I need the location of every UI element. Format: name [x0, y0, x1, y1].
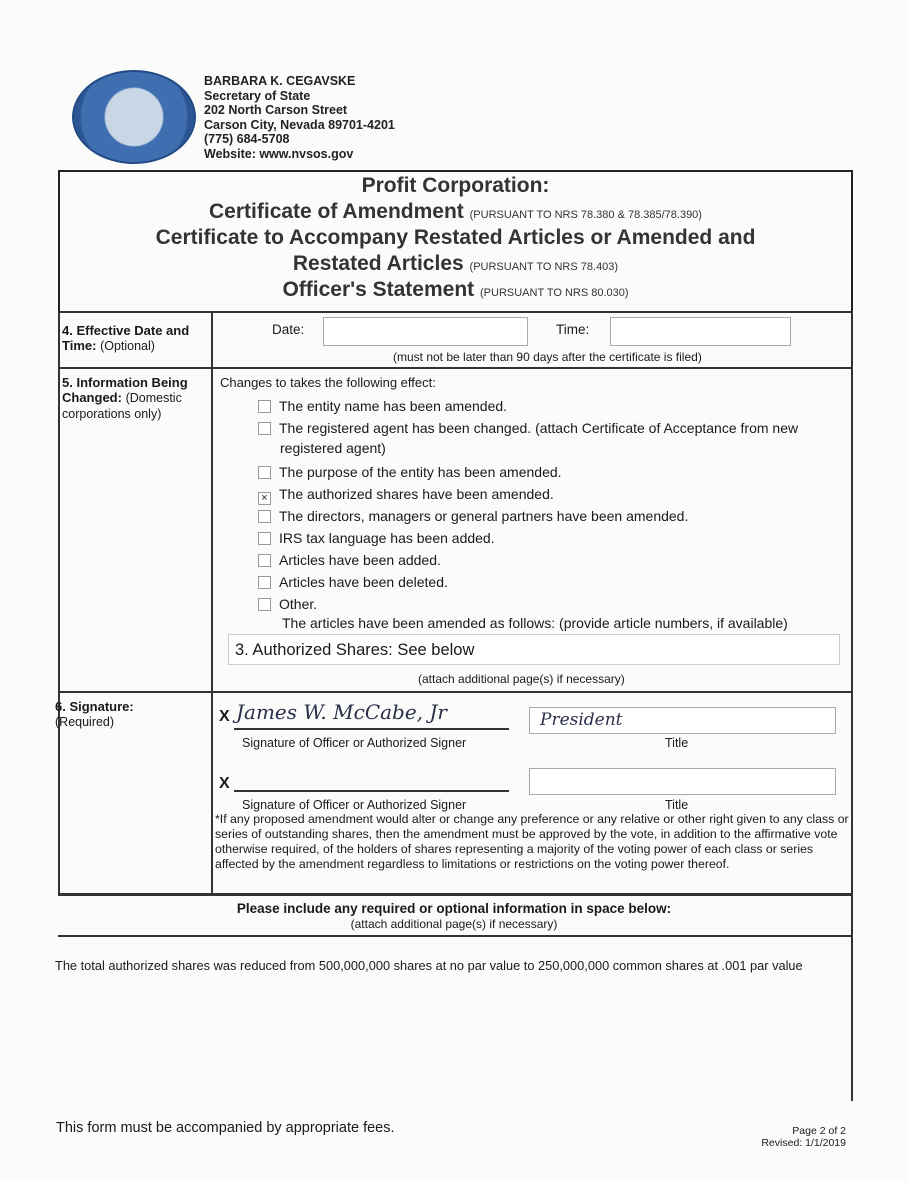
title-restated: Certificate to Accompany Restated Articles or Amended and — [155, 226, 756, 249]
option-label: Articles have been deleted. — [279, 574, 448, 590]
page-number: Page 2 of 2 — [792, 1125, 846, 1137]
checkbox[interactable]: × — [258, 492, 271, 505]
page-info — [761, 1125, 846, 1149]
checkbox[interactable] — [258, 466, 271, 479]
extra-heading: Please include any required or optional information in space below: — [236, 901, 672, 916]
border-left — [58, 311, 60, 896]
signature-line-1 — [234, 728, 509, 730]
change-option — [258, 530, 495, 546]
s6-label — [55, 699, 134, 730]
change-option — [258, 508, 688, 524]
sos-office: Secretary of State — [204, 88, 311, 103]
attach-note: (attach additional page(s) if necessary) — [418, 672, 625, 686]
amendment-footnote: *If any proposed amendment would alter or change any preference or any relative or other right given to any class or series of outstanding shares, then the amendment must be approved by the vote, in addition to the affirmative vote otherwise required, of the holders of shares representing a majority of the voting power of each class or series affected by the amendment regardless to limitations or restrictions on the voting power thereof. — [215, 812, 849, 871]
x-mark-1: X — [219, 708, 230, 725]
s6-label-1: 6. Signature: — [55, 699, 134, 714]
title-field-1[interactable] — [529, 707, 836, 734]
checkbox[interactable] — [258, 598, 271, 611]
divider — [58, 691, 853, 693]
date-label: Date: — [272, 322, 305, 337]
option-label: Articles have been added. — [279, 552, 441, 568]
x-mark-2: X — [219, 775, 230, 792]
title-field-2[interactable] — [529, 768, 836, 795]
signature-line-2[interactable] — [234, 790, 509, 792]
t5-note: (PURSUANT TO NRS 80.030) — [480, 287, 629, 299]
t5: Officer's Statement — [282, 278, 475, 301]
checkbox[interactable] — [258, 554, 271, 567]
nevada-state-seal — [72, 70, 196, 164]
date-field[interactable] — [323, 317, 528, 346]
amend-label: The articles have been amended as follows: (provide article numbers, if available) — [282, 615, 788, 631]
title-restated-2 — [60, 252, 851, 276]
option-label: The purpose of the entity has been amended. — [279, 464, 562, 480]
title-caption-2: Title — [665, 798, 689, 812]
extra-content[interactable]: The total authorized shares was reduced from 500,000,000 shares at no par value to 250,000,000 common shares at .001 par value — [55, 958, 803, 973]
t4: Restated Articles — [292, 252, 464, 275]
sos-header — [204, 74, 395, 161]
sos-website: Website: www.nvsos.gov — [204, 146, 354, 161]
divider — [58, 311, 853, 313]
divider — [58, 367, 853, 369]
divider — [58, 935, 853, 937]
time-label: Time: — [556, 322, 590, 337]
sig-caption-2: Signature of Officer or Authorized Signer — [242, 798, 467, 812]
amended-articles-value: 3. Authorized Shares: See below — [235, 641, 475, 659]
change-option — [258, 398, 507, 414]
checkbox[interactable] — [258, 510, 271, 523]
change-option — [258, 464, 562, 480]
t4-note: (PURSUANT TO NRS 78.403) — [469, 261, 619, 273]
change-option — [258, 420, 798, 456]
t2: Certificate of Amendment — [209, 200, 464, 223]
sig-caption-1: Signature of Officer or Authorized Signer — [242, 736, 467, 750]
s4-label-2: Time: — [62, 338, 97, 353]
sos-phone: (775) 684-5708 — [204, 132, 290, 146]
column-divider — [211, 311, 213, 895]
divider — [58, 893, 853, 896]
s5-label-1: 5. Information Being — [62, 375, 188, 390]
signature-1[interactable]: James W. McCabe, Jr — [236, 700, 447, 724]
amended-articles-field[interactable] — [228, 634, 840, 665]
date-note: (must not be later than 90 days after the certificate is filed) — [393, 350, 702, 364]
change-option — [258, 486, 554, 505]
s4-label-1: 4. Effective Date and — [62, 323, 190, 338]
s4-optional: (Optional) — [100, 339, 155, 353]
title-value-1: President — [540, 710, 623, 730]
option-label-cont: registered agent) — [280, 440, 386, 456]
option-label: Other. — [279, 596, 318, 612]
option-label: IRS tax language has been added. — [279, 530, 495, 546]
option-label: The registered agent has been changed. (attach Certificate of Acceptance from new — [279, 420, 799, 436]
sos-city: Carson City, Nevada 89701-4201 — [204, 117, 395, 132]
s5-label-2: Changed: — [62, 390, 122, 405]
revised-date: Revised: 1/1/2019 — [761, 1137, 846, 1149]
extra-note: (attach additional page(s) if necessary) — [350, 917, 558, 931]
s5-note: (Domestic corporations only) — [62, 391, 182, 421]
title-officer-statement — [60, 278, 851, 302]
form-title-box — [58, 170, 853, 312]
checkbox[interactable] — [258, 532, 271, 545]
option-label: The directors, managers or general partners have been amended. — [279, 508, 689, 524]
option-label: The entity name has been amended. — [279, 398, 508, 414]
title-caption-1: Title — [665, 736, 689, 750]
change-option — [258, 552, 441, 568]
s6-required: (Required) — [55, 715, 115, 729]
title-cert-amendment — [60, 200, 851, 224]
t2-note: (PURSUANT TO NRS 78.380 & 78.385/78.390) — [469, 209, 702, 221]
change-option — [258, 574, 448, 590]
sos-name: BARBARA K. CEGAVSKE — [204, 74, 356, 88]
time-field[interactable] — [610, 317, 791, 346]
fees-note: This form must be accompanied by appropriate fees. — [56, 1120, 395, 1136]
sos-street: 202 North Carson Street — [204, 103, 348, 117]
border-right — [851, 311, 853, 1101]
checkbox[interactable] — [258, 576, 271, 589]
s5-intro: Changes to takes the following effect: — [220, 375, 436, 390]
checkbox[interactable] — [258, 400, 271, 413]
option-label: The authorized shares have been amended. — [279, 486, 554, 502]
change-option — [258, 596, 317, 612]
s5-label — [62, 375, 208, 422]
s4-label — [62, 323, 189, 354]
title-profit-corp: Profit Corporation: — [361, 174, 550, 197]
checkbox[interactable] — [258, 422, 271, 435]
